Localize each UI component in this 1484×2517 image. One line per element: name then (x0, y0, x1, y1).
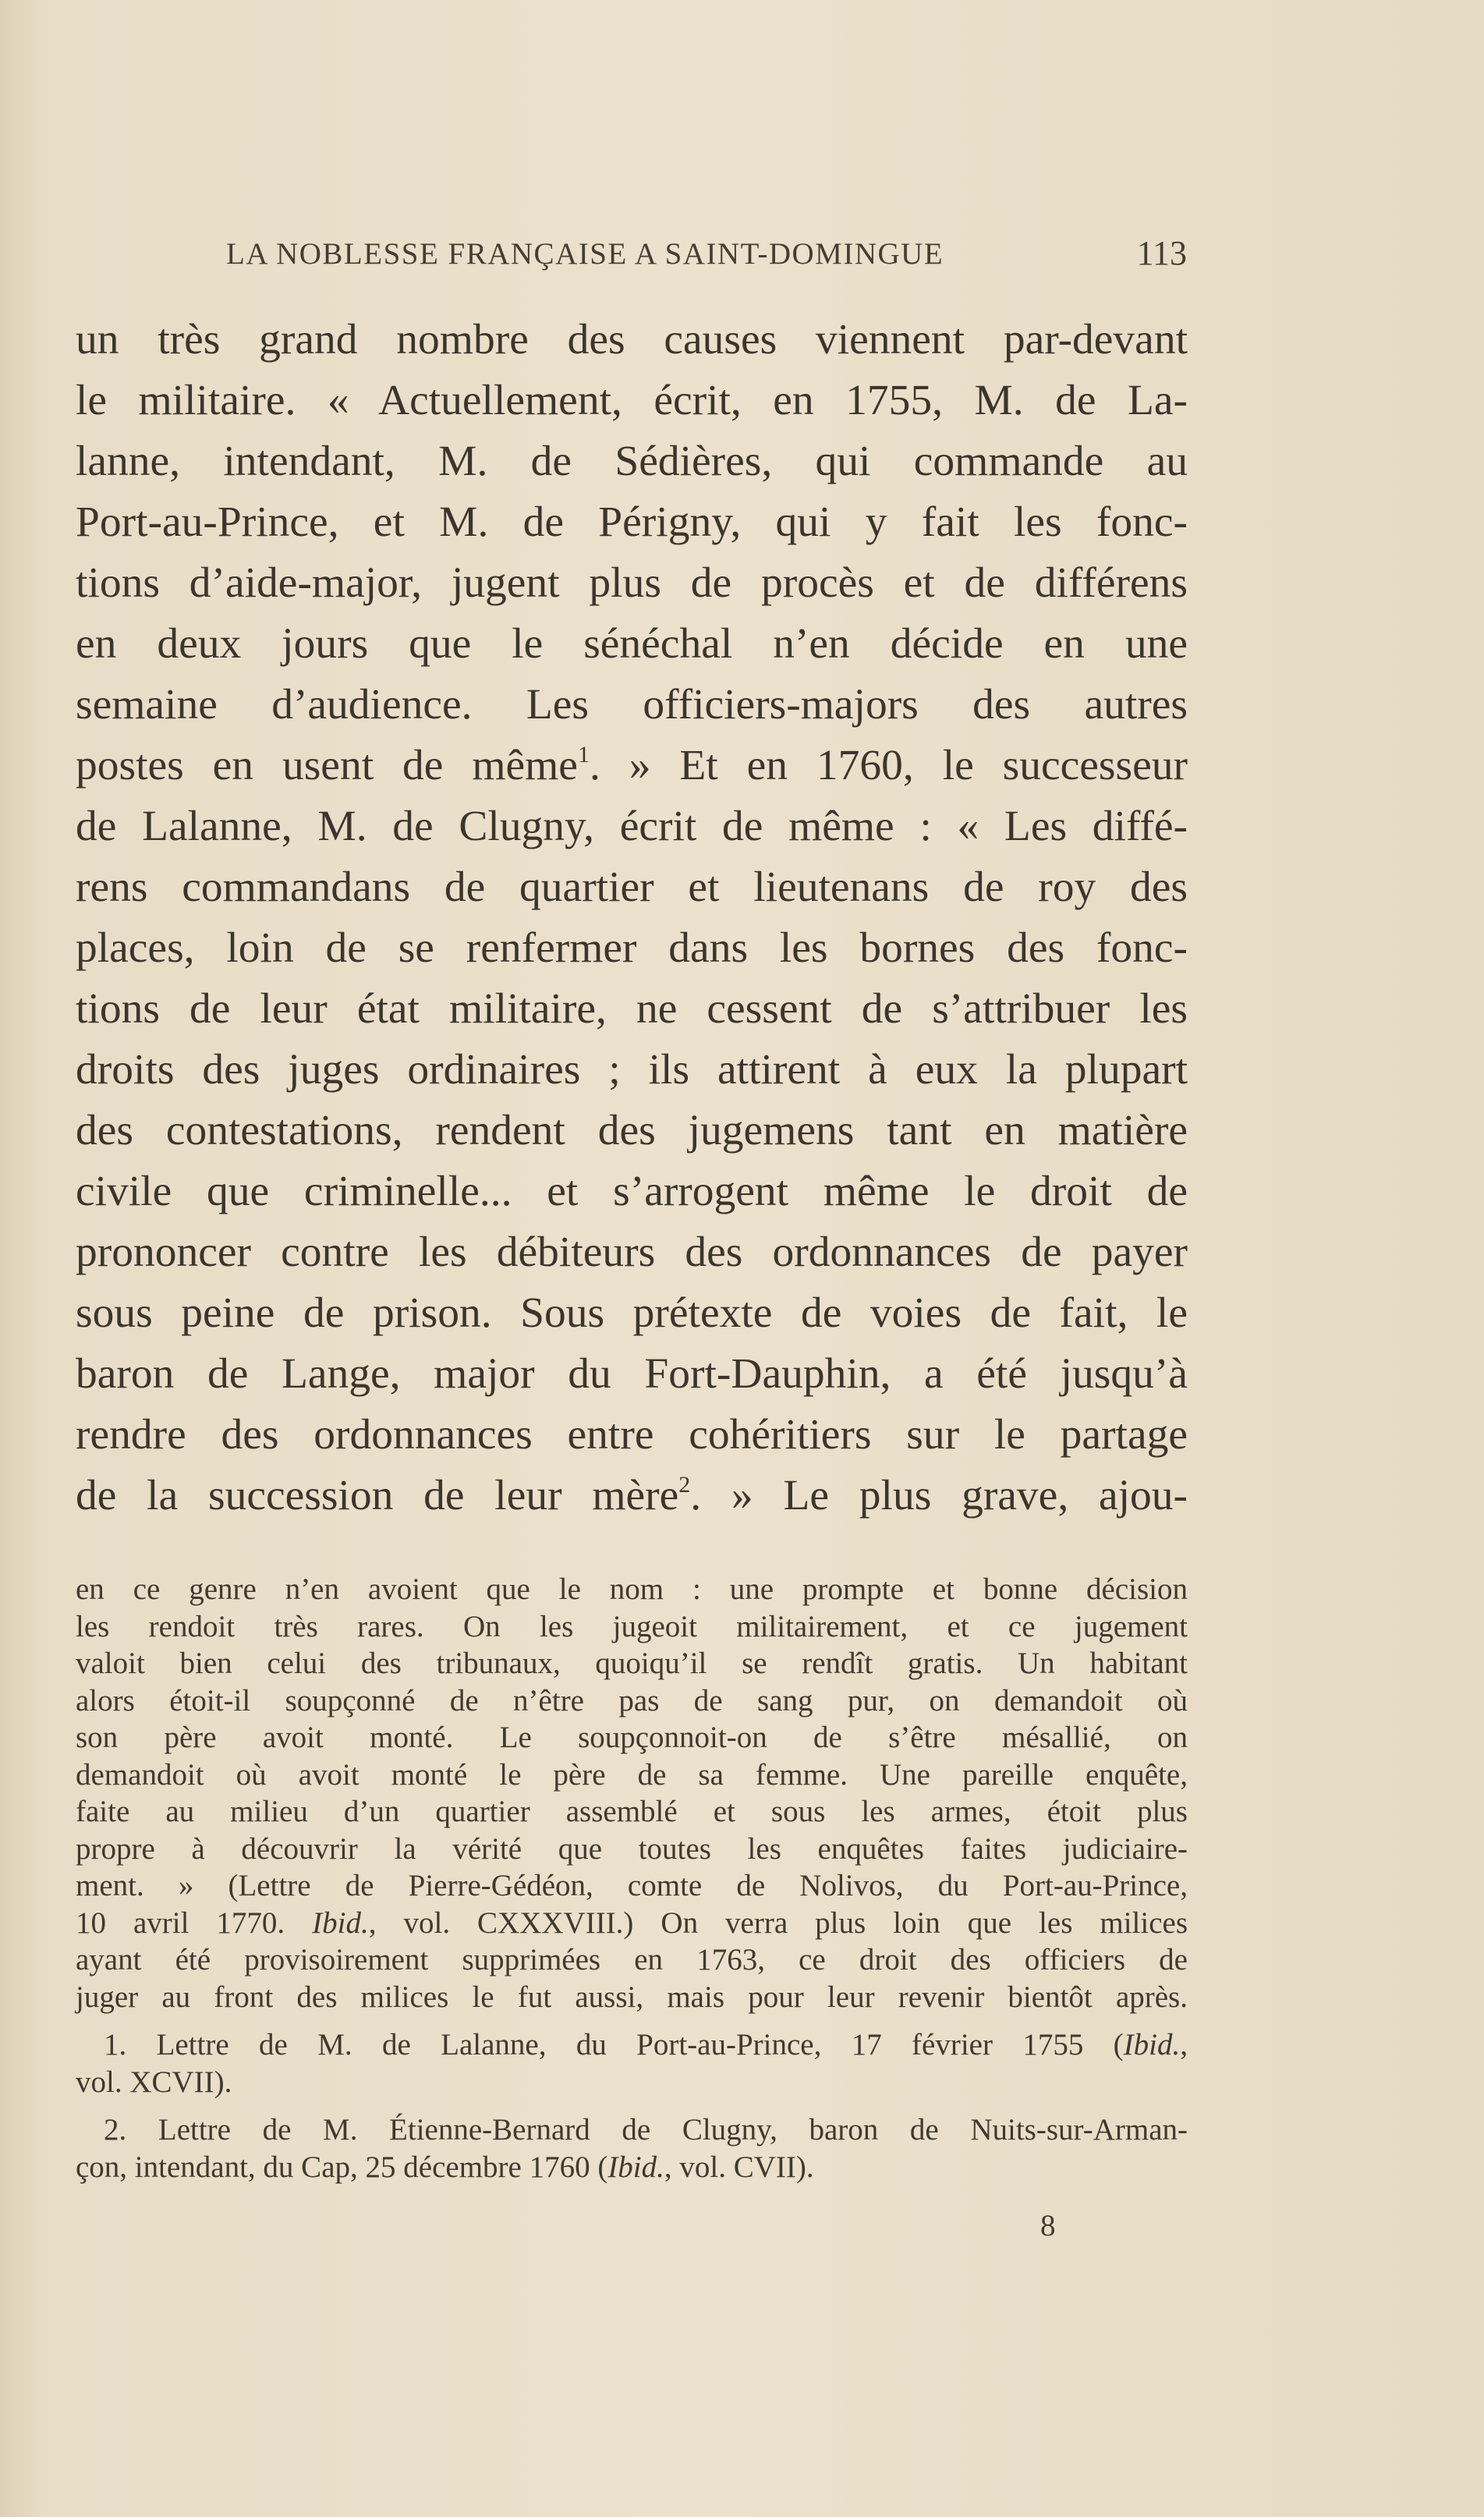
signature-mark: 8 (1040, 2209, 1056, 2242)
body-line: civile que criminelle... et s’arrogent même le droit de (76, 1168, 1188, 1215)
body-line: baron de Lange, major du Fort-Dauphin, a été jusqu’à (76, 1350, 1188, 1398)
footnote-line: alors étoit-il soupçonné de n’être pas de sang pur, on demandoit où (76, 1683, 1188, 1718)
body-line: un très grand nombre des causes viennent par-devant (76, 316, 1188, 363)
body-text-segment: de la succession de leur mère (76, 1472, 679, 1519)
footnote-line: ayant été provisoirement supprimées en 1763, ce droit des officiers de (76, 1943, 1188, 1976)
body-line: en deux jours que le sénéchal n’en décide en une (76, 620, 1188, 668)
body-line: tions d’aide-major, jugent plus de procès et de différens (76, 559, 1188, 607)
body-line: Port-au-Prince, et M. de Périgny, qui y fait les fonc- (76, 498, 1188, 546)
body-line: prononcer contre les débiteurs des ordonnances de payer (76, 1228, 1188, 1276)
body-text-segment: postes en usent de même (76, 742, 578, 789)
body-line-with-footnote-ref (76, 1466, 1188, 1526)
footnote-line: demandoit où avoit monté le père de sa femme. Une pareille enquête, (76, 1757, 1188, 1792)
footnote-text-segment: 10 avril 1770. (76, 1905, 313, 1940)
body-line: places, loin de se renfermer dans les bornes des fonc- (76, 924, 1188, 972)
footnote-spacer (76, 2100, 1188, 2111)
page-number: 113 (1136, 234, 1187, 272)
body-line: droits des juges ordinaires ; ils attirent à eux la plupart (76, 1046, 1188, 1094)
footnote-line: les rendoit très rares. On les jugeoit militairement, et ce jugement (76, 1609, 1188, 1643)
footnote-line: son père avoit monté. Le soupçonnoit-on de s’être mésallié, on (76, 1721, 1188, 1754)
body-line: de Lalanne, M. de Clugny, écrit de même : « Les diffé- (76, 803, 1188, 850)
footnote-line: faite au milieu d’un quartier assemblé et sous les armes, étoit plus (76, 1795, 1188, 1828)
body-text-segment: . » Le plus grave, ajou- (690, 1472, 1188, 1519)
footnote-continuation (76, 1571, 1188, 2015)
footnote-ref-1: 1 (577, 742, 590, 768)
footnote-spacer (76, 2015, 1188, 2026)
footnote-line: valoit bien celui des tribunaux, quoiqu’il se rendît gratis. Un habitant (76, 1647, 1188, 1680)
body-line: le militaire. « Actuellement, écrit, en 1755, M. de La- (76, 377, 1188, 424)
footnote-text-segment: , vol. CXXXVIII.) On verra plus loin que les milices (368, 1905, 1188, 1940)
running-header (226, 236, 1187, 283)
footnote-text-segment: , (1180, 2028, 1188, 2061)
footnote-ref-2: 2 (678, 1472, 691, 1498)
footnote-line: juger au front des milices le fut aussi, mais pour leur revenir bientôt après. (76, 1980, 1188, 2014)
footnote-line: propre à découvrir la vérité que toutes les enquêtes faites judiciaire- (76, 1831, 1188, 1866)
footnotes (76, 1571, 1188, 2186)
footnote-1 (76, 2026, 1188, 2100)
footnote-line: 2. Lettre de M. Étienne-Bernard de Clugny, baron de Nuits-sur-Arman- (104, 2113, 1188, 2147)
body-line: tions de leur état militaire, ne cessent de s’attribuer les (76, 985, 1188, 1033)
body-line: lanne, intendant, M. de Sédières, qui commande au (76, 438, 1188, 485)
footnote-line (76, 2026, 1188, 2064)
footnote-text-segment: çon, intendant, du Cap, 25 décembre 1760 ( (76, 2150, 608, 2184)
footnote-line (76, 2149, 1188, 2186)
body-text (76, 310, 1188, 1526)
footnote-line: ment. » (Lettre de Pierre-Gédéon, comte de Nolivos, du Port-au-Prince, (76, 1869, 1188, 1902)
body-line: rens commandans de quartier et lieutenans de roy des (76, 863, 1188, 911)
footnote-text-segment: 1. Lettre de M. de Lalanne, du Port-au-Prince, 17 février 1755 ( (104, 2028, 1124, 2061)
footnote-text-segment: , vol. CVII). (664, 2150, 814, 2184)
body-line: rendre des ordonnances entre cohéritiers sur le partage (76, 1411, 1188, 1459)
footnote-line: vol. XCVII). (76, 2065, 232, 2099)
body-line: des contestations, rendent des jugemens tant en matière (76, 1107, 1188, 1154)
body-line-with-footnote-ref (76, 736, 1188, 796)
body-line: sous peine de prison. Sous prétexte de voies de fait, le (76, 1289, 1188, 1337)
footnote-line: en ce genre n’en avoient que le nom : une prompte et bonne décision (76, 1572, 1188, 1606)
ibid-reference: Ibid. (607, 2150, 664, 2184)
body-line: semaine d’audience. Les officiers-majors des autres (76, 681, 1188, 729)
footnote-2 (76, 2111, 1188, 2186)
ibid-reference: Ibid. (312, 1905, 369, 1940)
running-title: LA NOBLESSE FRANÇAISE A SAINT-DOMINGUE (226, 237, 944, 271)
footnote-line (76, 1905, 1188, 1942)
ibid-reference: Ibid. (1123, 2028, 1181, 2061)
body-text-segment: . » Et en 1760, le successeur (589, 742, 1188, 789)
